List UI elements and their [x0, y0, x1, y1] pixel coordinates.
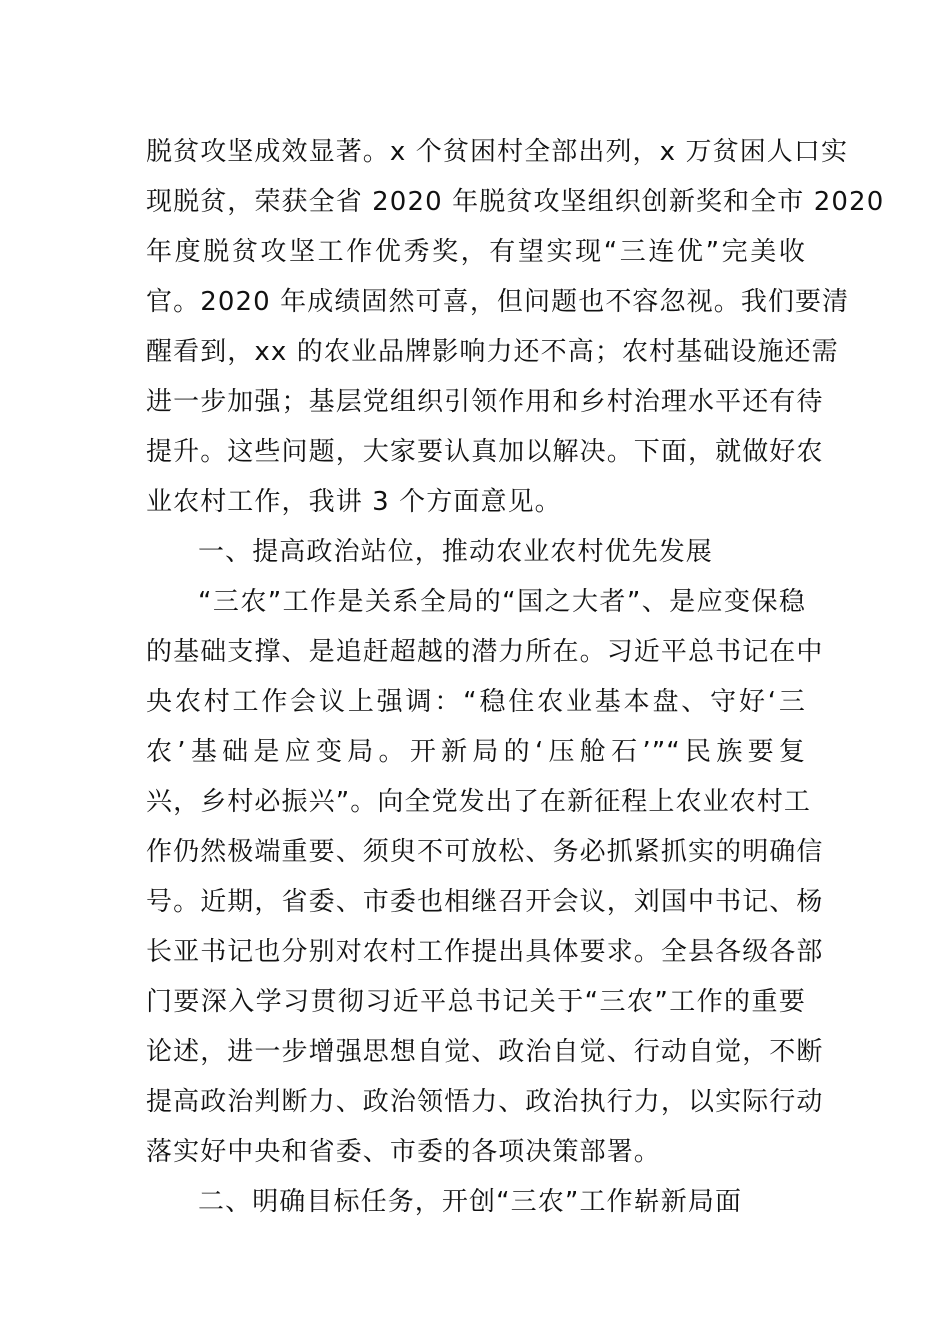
- text-line: 落实好中央和省委、市委的各项决策部署。: [146, 1137, 661, 1167]
- section-heading: 二、明确目标任务，开创“三农”工作崭新局面: [198, 1187, 743, 1217]
- text-line: 醒看到，xx 的农业品牌影响力还不高；农村基础设施还需: [146, 337, 839, 367]
- text-line: 现脱贫，荣获全省 2020 年脱贫攻坚组织创新奖和全市 2020: [146, 187, 885, 217]
- text-line: 业农村工作，我讲 3 个方面意见。: [146, 487, 562, 517]
- text-line: 脱贫攻坚成效显著。x 个贫困村全部出列，x 万贫困人口实: [146, 137, 849, 167]
- text-line: 提升。这些问题，大家要认真加以解决。下面，就做好农: [146, 437, 824, 467]
- section-heading: 一、提高政治站位，推动农业农村优先发展: [198, 537, 713, 567]
- text-line: 长亚书记也分别对农村工作提出具体要求。全县各级各部: [146, 937, 824, 967]
- text-line: 年度脱贫攻坚工作优秀奖，有望实现“三连优”完美收: [146, 237, 806, 267]
- text-line: 的基础支撑、是追赶超越的潜力所在。习近平总书记在中: [146, 637, 824, 667]
- text-line: 号。近期，省委、市委也相继召开会议，刘国中书记、杨: [146, 887, 824, 917]
- text-line: 农’基础是应变局。开新局的‘压舱石’”“民族要复: [146, 737, 806, 767]
- text-line: 提高政治判断力、政治领悟力、政治执行力，以实际行动: [146, 1087, 824, 1117]
- text-line: 作仍然极端重要、须臾不可放松、务必抓紧抓实的明确信: [146, 837, 824, 867]
- text-line: 央农村工作会议上强调：“稳住农业基本盘、守好‘三: [146, 687, 806, 717]
- text-line: 兴，乡村必振兴”。向全党发出了在新征程上农业农村工: [146, 787, 811, 817]
- text-line: 官。2020 年成绩固然可喜，但问题也不容忽视。我们要清: [146, 287, 850, 317]
- text-line: “三农”工作是关系全局的“国之大者”、是应变保稳: [198, 587, 806, 617]
- text-line: 论述，进一步增强思想自觉、政治自觉、行动自觉，不断: [146, 1037, 824, 1067]
- text-line: 门要深入学习贯彻习近平总书记关于“三农”工作的重要: [146, 987, 806, 1017]
- text-line: 进一步加强；基层党组织引领作用和乡村治理水平还有待: [146, 387, 824, 417]
